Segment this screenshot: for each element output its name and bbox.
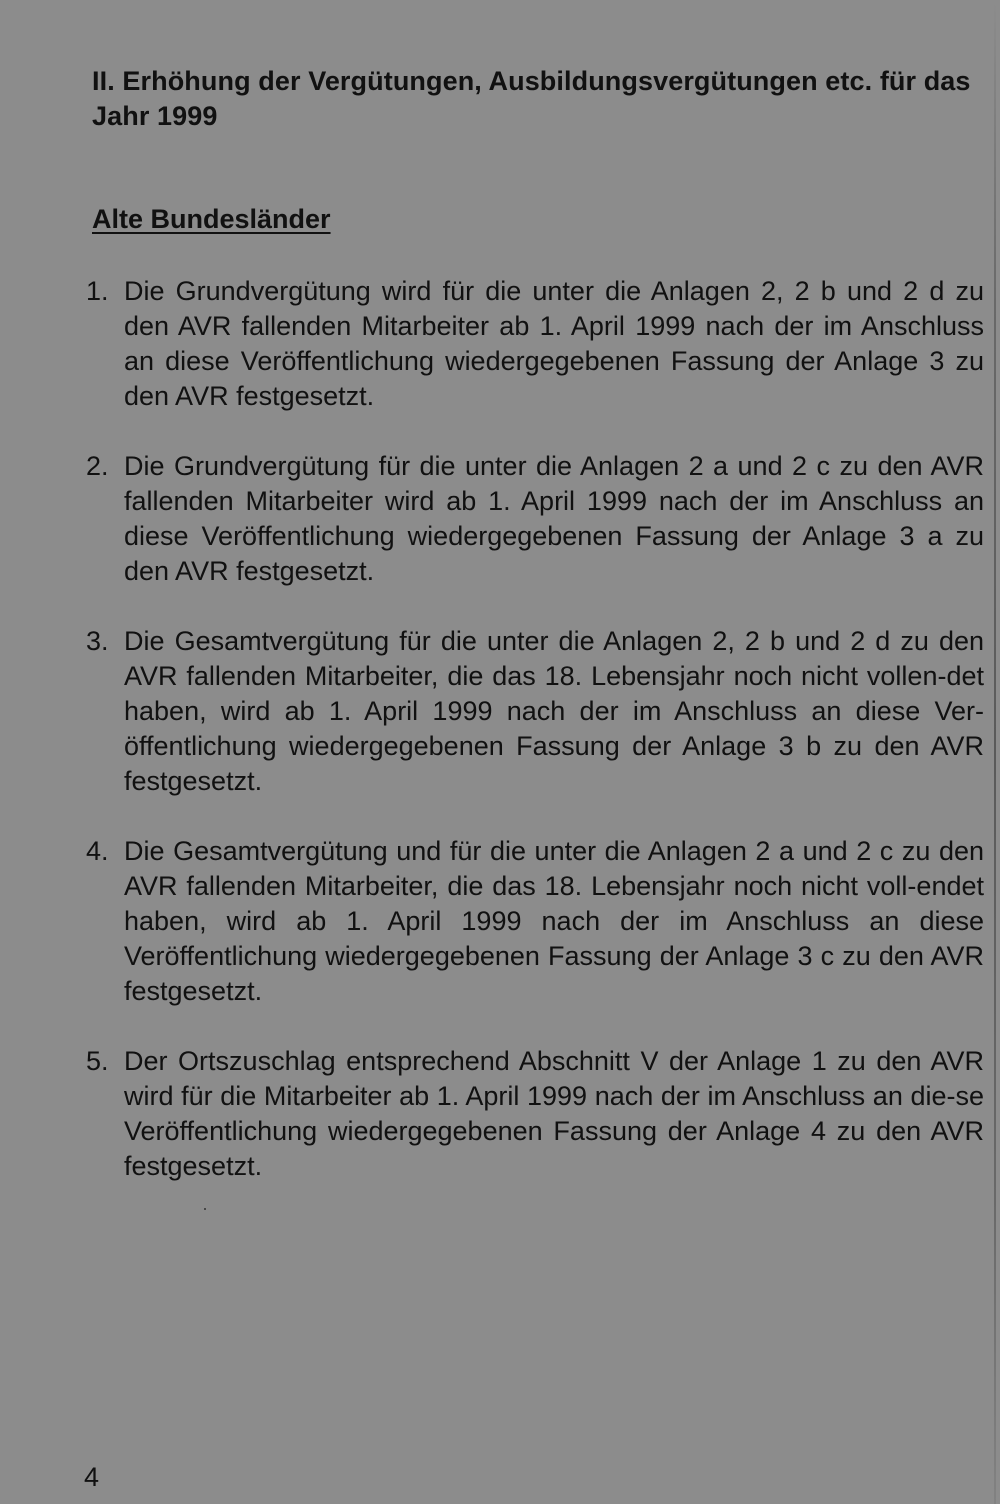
item-text: Die Gesamtvergütung für die unter die Anlagen 2, 2 b und 2 d zu den AVR fallenden Mitarbeiter, die das 18. Lebensjahr noch nicht vollen-det haben, wird ab 1. April 1999 nach der im Anschluss an diese Ver-öffentlichung wiedergegebenen Fassung der Anlage 3 b zu den AVR festgesetzt. xyxy=(124,626,984,796)
item-list xyxy=(86,274,984,1219)
list-item xyxy=(86,449,984,589)
item-number: 1. xyxy=(86,276,109,306)
page-edge-shadow xyxy=(994,0,996,1504)
page-number: 4 xyxy=(84,1462,100,1492)
list-item xyxy=(86,1044,984,1184)
section-subheading: Alte Bundesländer xyxy=(92,204,331,234)
list-item xyxy=(86,834,984,1009)
item-number: 4. xyxy=(86,836,109,866)
list-item xyxy=(86,624,984,799)
item-text: Die Gesamtvergütung und für die unter die Anlagen 2 a und 2 c zu den AVR fallenden Mitarbeiter, die das 18. Lebensjahr noch nicht voll-endet haben, wird ab 1. April 1999 nach der im Anschluss an diese Veröffentlichung wiedergegebenen Fassung der Anlage 3 c zu den AVR festgesetzt. xyxy=(124,836,984,1006)
item-number: 2. xyxy=(86,451,109,481)
item-text: Der Ortszuschlag entsprechend Abschnitt V der Anlage 1 zu den AVR wird für die Mitarbeiter ab 1. April 1999 nach der im Anschluss an die-se Veröffentlichung wiedergegebenen Fassung der Anlage 4 zu den AVR festgesetzt. xyxy=(124,1046,984,1181)
item-text: Die Grundvergütung wird für die unter die Anlagen 2, 2 b und 2 d zu den AVR fallenden Mitarbeiter ab 1. April 1999 nach der im Anschluss an diese Veröffentlichung wiedergegebenen Fassung der Anlage 3 zu den AVR festgesetzt. xyxy=(124,276,984,411)
item-number: 5. xyxy=(86,1046,109,1076)
item-number: 3. xyxy=(86,626,109,656)
list-item xyxy=(86,274,984,414)
scan-speck xyxy=(204,1208,206,1210)
item-text: Die Grundvergütung für die unter die Anlagen 2 a und 2 c zu den AVR fallenden Mitarbeiter wird ab 1. April 1999 nach der im Anschluss an diese Veröffentlichung wiedergegebenen Fassung der Anlage 3 a zu den AVR festgesetzt. xyxy=(124,451,984,586)
section-heading: II. Erhöhung der Vergütungen, Ausbildungsvergütungen etc. für das Jahr 1999 xyxy=(92,66,971,131)
